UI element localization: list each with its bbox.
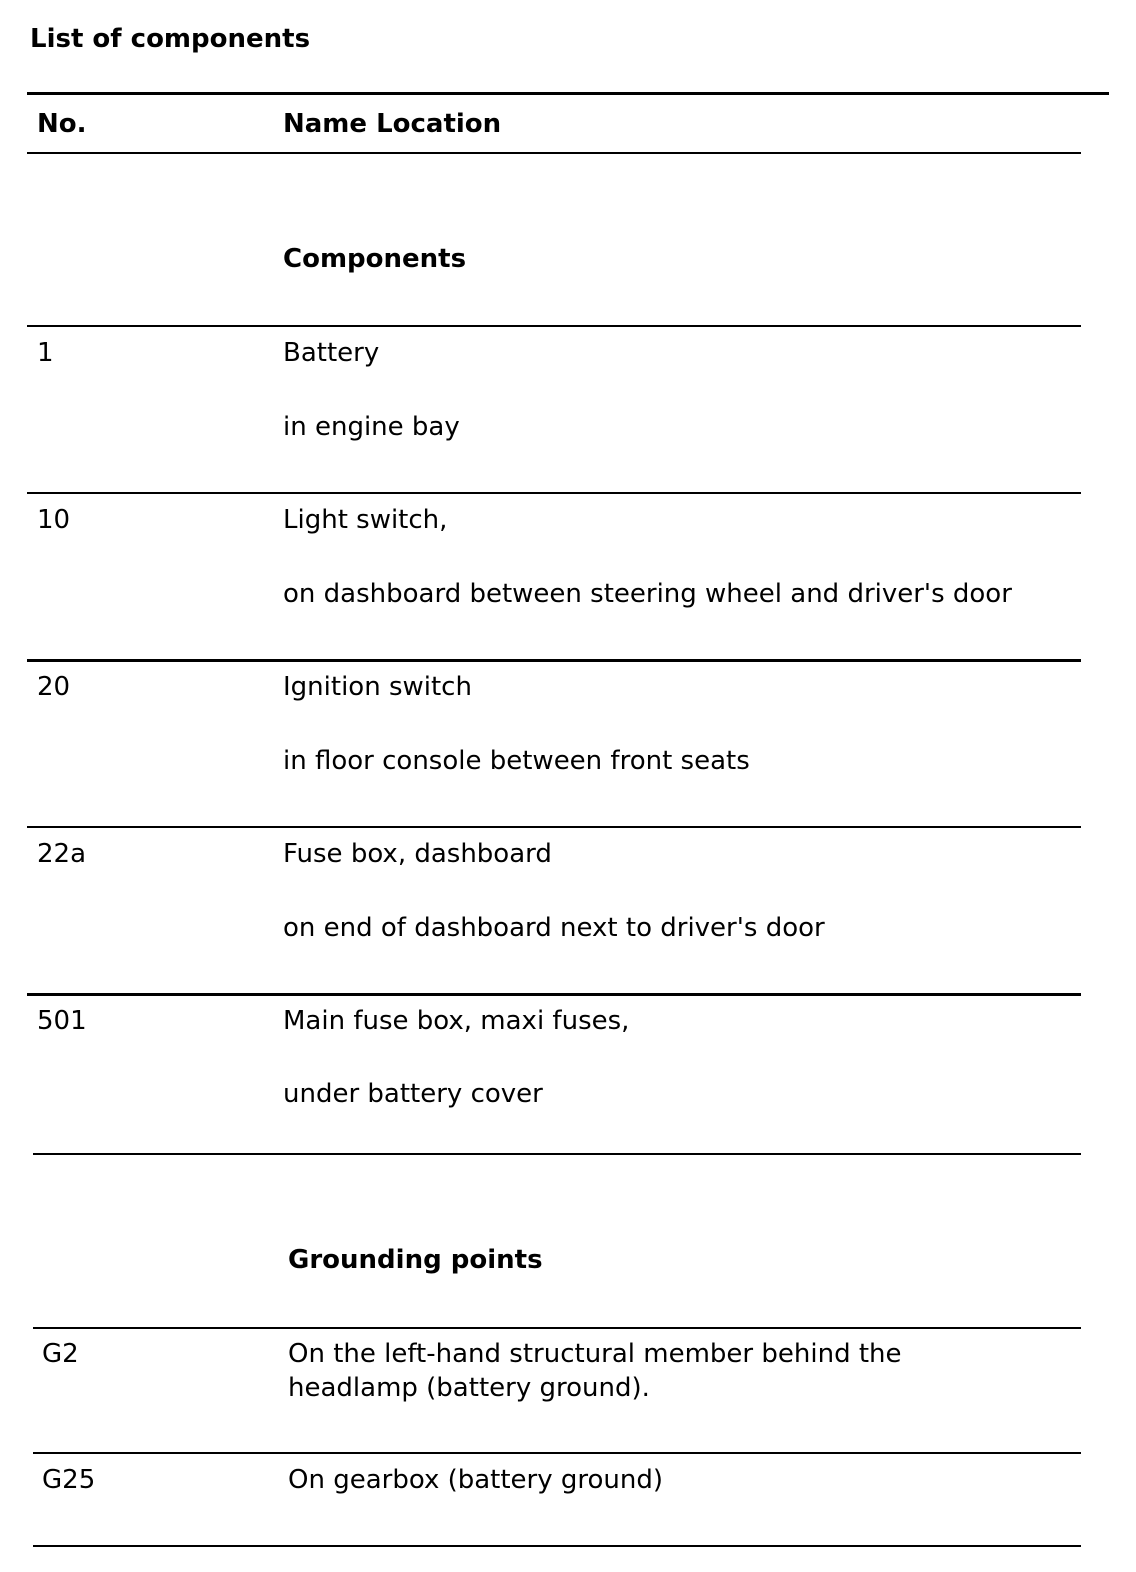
page-title: List of components (30, 24, 311, 54)
row-divider (27, 492, 1081, 494)
column-header-name-location: Name Location (283, 109, 502, 139)
row-name: Fuse box, dashboard (283, 839, 552, 869)
row-number: 10 (37, 505, 71, 535)
row-number: 1 (37, 338, 54, 368)
row-number: 22a (37, 839, 87, 869)
row-description: On gearbox (battery ground) (288, 1465, 664, 1495)
row-divider (33, 1452, 1081, 1454)
column-header-no: No. (37, 109, 87, 139)
row-name: Battery (283, 338, 380, 368)
row-divider (27, 659, 1081, 662)
row-name: Main fuse box, maxi fuses, (283, 1006, 630, 1036)
section-heading-components: Components (283, 244, 467, 274)
row-divider (27, 993, 1081, 996)
row-location: on end of dashboard next to driver's door (283, 913, 825, 943)
row-divider (27, 325, 1081, 327)
row-divider (27, 826, 1081, 828)
table-bottom-rule (33, 1545, 1081, 1547)
row-location: under battery cover (283, 1079, 543, 1109)
section-heading-grounding-points: Grounding points (288, 1245, 543, 1275)
header-bottom-rule (27, 152, 1081, 154)
header-top-rule (27, 92, 1109, 95)
row-name: Ignition switch (283, 672, 472, 702)
row-location: on dashboard between steering wheel and driver's door (283, 579, 1012, 609)
row-number: G2 (42, 1339, 79, 1369)
row-name: Light switch, (283, 505, 448, 535)
row-number: 501 (37, 1006, 87, 1036)
row-location: in floor console between front seats (283, 746, 750, 776)
section-divider (33, 1153, 1081, 1155)
row-description: On the left-hand structural member behind the headlamp (battery ground). (288, 1339, 902, 1403)
row-number: G25 (42, 1465, 96, 1495)
row-location: in engine bay (283, 412, 460, 442)
row-divider (33, 1327, 1081, 1329)
row-number: 20 (37, 672, 71, 702)
